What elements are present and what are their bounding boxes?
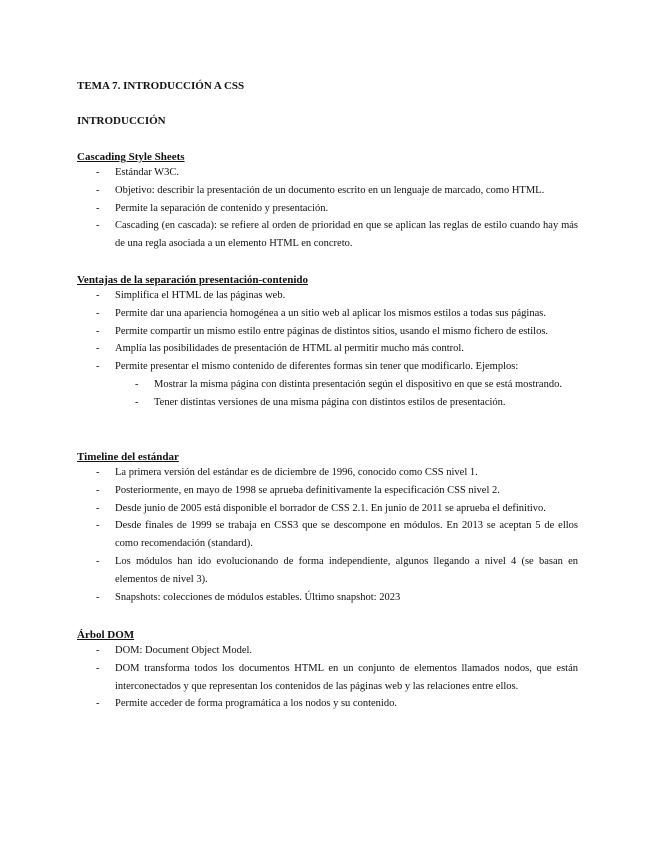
- list-item: - Desde junio de 2005 está disponible el borrador de CSS 2.1. En junio de 2011 se aprueba el definitivo.: [0, 500, 578, 518]
- section-heading-css: Cascading Style Sheets: [77, 151, 185, 163]
- section-heading-dom: Árbol DOM: [77, 629, 135, 641]
- list-item: - Los módulos han ido evolucionando de forma independiente, algunos llegando a nivel 4 (se basan en elementos de nivel 3).: [0, 553, 578, 589]
- list-item: - Cascading (en cascada): se refiere al orden de prioridad en que se aplican las reglas de estilo cuando hay más de una regla asociada a un elemento HTML en concreto.: [0, 217, 578, 253]
- list-item: - Permite acceder de forma programática a los nodos y su contenido.: [0, 695, 578, 713]
- list-item: - Permite dar una apariencia homogénea a un sitio web al aplicar los mismos estilos a todas sus páginas.: [0, 305, 578, 323]
- section-heading-ventajas: Ventajas de la separación presentación-contenido: [77, 274, 308, 286]
- sublist-item: - Tener distintas versiones de una misma página con distintos estilos de presentación.: [115, 394, 578, 412]
- section-heading-timeline: Timeline del estándar: [77, 451, 179, 463]
- list-item: - Desde finales de 1999 se trabaja en CSS3 que se descompone en módulos. En 2013 se aceptan 5 de ellos como recomendación (standard).: [0, 517, 578, 553]
- document-title: TEMA 7. INTRODUCCIÓN A CSS: [77, 80, 245, 92]
- ventajas-list: [0, 287, 655, 412]
- list-item: - Posteriormente, en mayo de 1998 se aprueba definitivamente la especificación CSS nivel 2.: [0, 482, 578, 500]
- dom-list: [0, 642, 655, 713]
- list-item: - DOM transforma todos los documentos HTML en un conjunto de elementos llamados nodos, que están interconectados y que representan los contenidos de las páginas web y las relaciones entre ellos.: [0, 660, 578, 696]
- list-item: - Permite la separación de contenido y presentación.: [0, 200, 578, 218]
- list-item: - Estándar W3C.: [0, 164, 578, 182]
- list-item: [0, 358, 578, 411]
- css-list: [0, 164, 655, 253]
- list-item: - Snapshots: colecciones de módulos estables. Último snapshot: 2023: [0, 589, 578, 607]
- sublist-item: - Mostrar la misma página con distinta presentación según el dispositivo en que se está mostrando.: [115, 376, 578, 394]
- list-item: - Permite compartir un mismo estilo entre páginas de distintos sitios, usando el mismo fichero de estilos.: [0, 323, 578, 341]
- list-item: - Objetivo: describir la presentación de un documento escrito en un lenguaje de marcado, como HTML.: [0, 182, 578, 200]
- list-item: - DOM: Document Object Model.: [0, 642, 578, 660]
- list-item-text: Permite presentar el mismo contenido de diferentes formas sin tener que modificarlo. Ejemplos:: [115, 361, 519, 373]
- ventajas-sublist: [115, 376, 578, 412]
- intro-heading: INTRODUCCIÓN: [77, 115, 166, 127]
- list-item: - La primera versión del estándar es de diciembre de 1996, conocido como CSS nivel 1.: [0, 464, 578, 482]
- list-item: - Amplía las posibilidades de presentación de HTML al permitir mucho más control.: [0, 340, 578, 358]
- timeline-list: [0, 464, 655, 606]
- list-item: - Simplifica el HTML de las páginas web.: [0, 287, 578, 305]
